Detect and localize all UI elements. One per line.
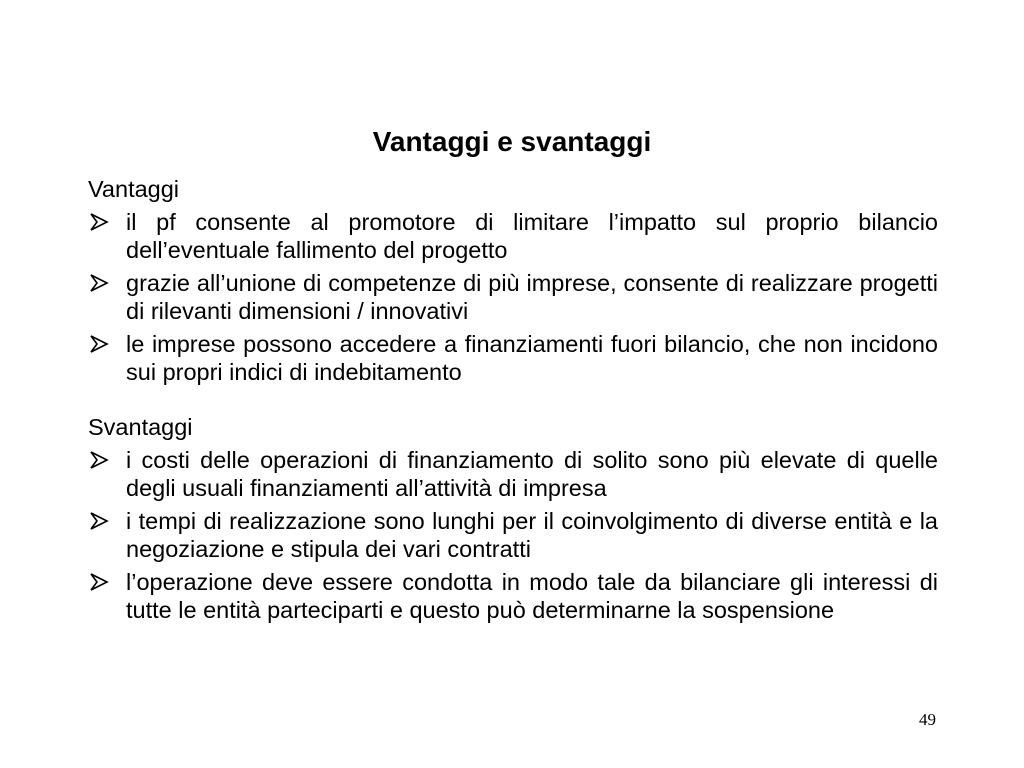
section-heading-svantaggi: Svantaggi	[88, 414, 193, 440]
bullet-text: grazie all’unione di competenze di più imprese, consente di realizzare progetti di rilevanti dimensioni / innovativi	[126, 270, 938, 324]
bullet-list-svantaggi	[88, 446, 938, 624]
bullet-text: i costi delle operazioni di finanziamento di solito sono più elevate di quelle degli usuali finanziamenti all’attività di impresa	[126, 447, 938, 501]
slide-body	[88, 175, 938, 624]
arrowhead-bullet-icon	[88, 571, 110, 593]
bullet-item	[88, 507, 938, 563]
bullet-item	[88, 446, 938, 502]
bullet-item	[88, 208, 938, 264]
arrowhead-bullet-icon	[88, 333, 110, 355]
bullet-item	[88, 568, 938, 624]
bullet-text: l’operazione deve essere condotta in modo tale da bilanciare gli interessi di tutte le entità parteciparti e questo può determinarne la sospensione	[126, 569, 938, 623]
page-number: 49	[919, 710, 936, 729]
arrowhead-bullet-icon	[88, 449, 110, 471]
section-heading-vantaggi: Vantaggi	[88, 176, 180, 202]
slide-title: Vantaggi e svantaggi	[372, 126, 652, 157]
bullet-list-vantaggi	[88, 208, 938, 386]
arrowhead-bullet-icon	[88, 211, 110, 233]
arrowhead-bullet-icon	[88, 510, 110, 532]
section-svantaggi	[88, 413, 938, 624]
bullet-item	[88, 330, 938, 386]
section-vantaggi	[88, 175, 938, 386]
bullet-text: i tempi di realizzazione sono lunghi per il coinvolgimento di diverse entità e la negoziazione e stipula dei vari contratti	[126, 508, 938, 562]
bullet-text: le imprese possono accedere a finanziamenti fuori bilancio, che non incidono sui propri indici di indebitamento	[126, 331, 938, 385]
bullet-item	[88, 269, 938, 325]
arrowhead-bullet-icon	[88, 272, 110, 294]
bullet-text: il pf consente al promotore di limitare l’impatto sul proprio bilancio dell’eventuale fallimento del progetto	[126, 209, 938, 263]
